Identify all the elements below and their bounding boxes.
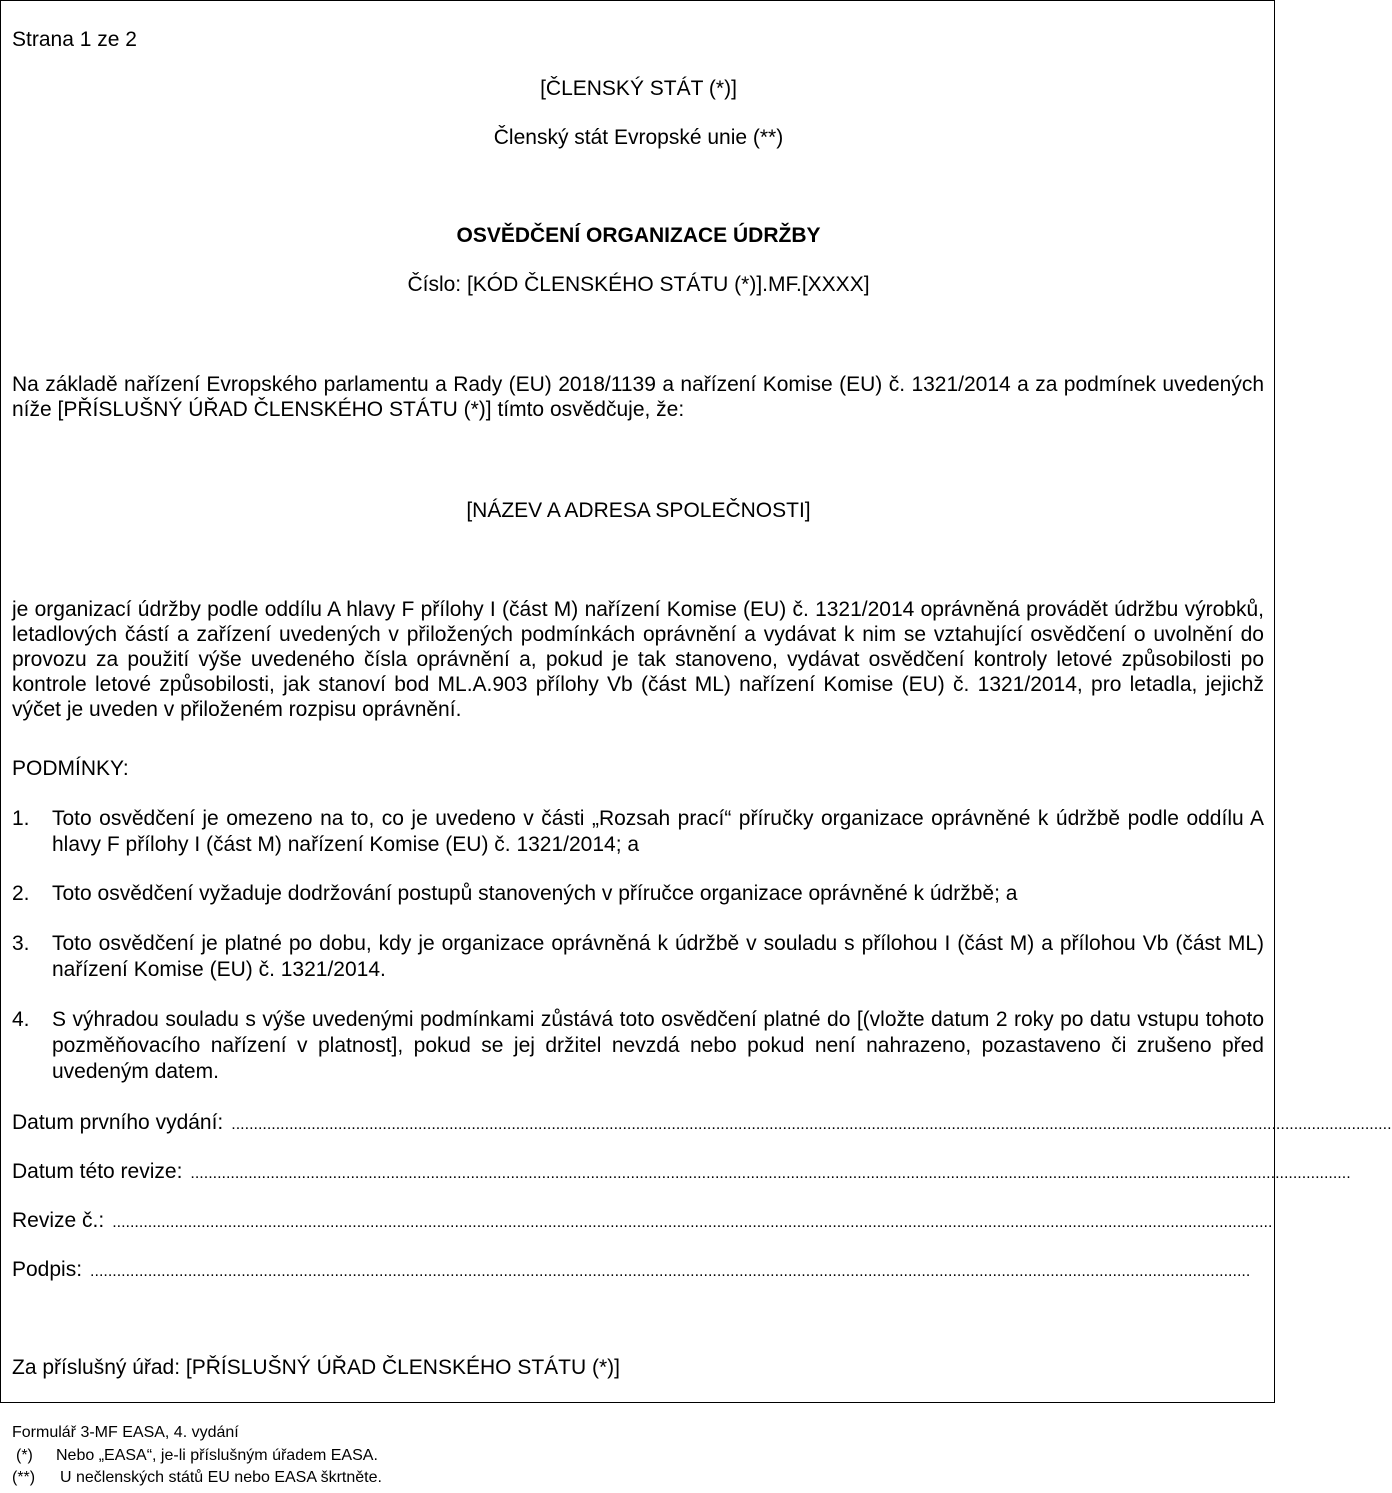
footnote-text: Nebo „EASA“, je-li příslušným úřadem EASA. (56, 1447, 378, 1464)
condition-item (12, 1007, 1264, 1085)
signature-field (12, 1258, 1254, 1282)
conditions-heading: PODMÍNKY: (12, 757, 129, 780)
signature-label: Podpis: (12, 1258, 83, 1281)
footnote-text: U nečlenských států EU nebo EASA škrtněte. (60, 1469, 382, 1486)
condition-number: 1. (12, 807, 30, 830)
first-issue-line[interactable]: ..................................................................................................................................................................................................................................................................... (231, 1116, 1392, 1133)
footnote (12, 1468, 382, 1488)
revision-number-field (12, 1209, 1273, 1233)
company-name: [NÁZEV A ADRESA SPOLEČNOSTI] (466, 499, 811, 522)
first-issue-field (12, 1111, 1392, 1135)
revision-date-line[interactable]: ..................................................................................................................................................................................................................................................................... (190, 1165, 1351, 1182)
condition-text: S výhradou souladu s výše uvedenými podmínkami zůstává toto osvědčení platné do [(vložte datum 2 roky po datu vstupu tohoto pozměňovacího nařízení v platnost], pokud se jej držitel nevzdá nebo pokud není nahrazeno, pozastaveno či zrušeno před uvedeným datem. (52, 1008, 1264, 1083)
condition-item (12, 881, 1264, 907)
signature-line[interactable]: ..................................................................................................................................................................................................................................................................... (90, 1263, 1251, 1280)
authority-line: Za příslušný úřad: [PŘÍSLUŠNÝ ÚŘAD ČLENSKÉHO STÁTU (*)] (12, 1356, 620, 1379)
member-state: [ČLENSKÝ STÁT (*)] (540, 77, 737, 100)
revision-date-label: Datum této revize: (12, 1160, 183, 1183)
revision-date-field (12, 1160, 1351, 1184)
condition-text: Toto osvědčení je omezeno na to, co je uvedeno v části „Rozsah prací“ příručky organizace oprávněné k údržbě podle oddílu A hlavy F přílohy I (část M) nařízení Komise (EU) č. 1321/2014; a (52, 807, 1264, 856)
condition-item (12, 806, 1264, 858)
condition-number: 3. (12, 932, 30, 955)
condition-number: 2. (12, 882, 30, 905)
first-issue-label: Datum prvního vydání: (12, 1111, 224, 1134)
certificate-title: OSVĚDČENÍ ORGANIZACE ÚDRŽBY (456, 224, 821, 247)
condition-item (12, 931, 1264, 983)
footnote-mark: (**) (12, 1469, 36, 1486)
form-reference: Formulář 3-MF EASA, 4. vydání (12, 1424, 239, 1441)
condition-number: 4. (12, 1008, 30, 1031)
page-label: Strana 1 ze 2 (12, 28, 137, 51)
footnote-mark: (*) (16, 1447, 33, 1464)
certificate-number: Číslo: [KÓD ČLENSKÉHO STÁTU (*)].MF.[XXXX] (407, 273, 870, 296)
eu-state: Členský stát Evropské unie (**) (493, 126, 784, 149)
condition-text: Toto osvědčení je platné po dobu, kdy je organizace oprávněná k údržbě v souladu s přílohou I (část M) a přílohou Vb (část ML) nařízení Komise (EU) č. 1321/2014. (52, 932, 1264, 981)
revision-number-label: Revize č.: (12, 1209, 105, 1232)
intro-paragraph: Na základě nařízení Evropského parlamentu a Rady (EU) 2018/1139 a nařízení Komise (EU) č. 1321/2014 a za podmínek uvedených níže [PŘÍSLUŠNÝ ÚŘAD ČLENSKÉHO STÁTU (*)] tímto osvědčuje, že: (12, 373, 1264, 421)
condition-text: Toto osvědčení vyžaduje dodržování postupů stanovených v příručce organizace oprávněné k údržbě; a (52, 882, 1018, 905)
footnote (16, 1446, 378, 1466)
body-paragraph: je organizací údržby podle oddílu A hlavy F přílohy I (část M) nařízení Komise (EU) č. 1321/2014 oprávněná provádět údržbu výrobků, letadlových částí a zařízení uvedených v přiložených podmínkách oprávnění a vydávat k nim se vztahující osvědčení o uvolnění do provozu za použití výše uvedeného čísla oprávnění a, pokud je tak stanoveno, vydávat osvědčení kontroly letové způsobilosti po kontrole letové způsobilosti, jak stanoví bod ML.A.903 přílohy Vb (část ML) nařízení Komise (EU) č. 1321/2014, pro letadla, jejichž výčet je uveden v přiloženém rozpisu oprávnění. (12, 598, 1264, 721)
revision-number-line[interactable]: ..................................................................................................................................................................................................................................................................... (112, 1214, 1273, 1231)
